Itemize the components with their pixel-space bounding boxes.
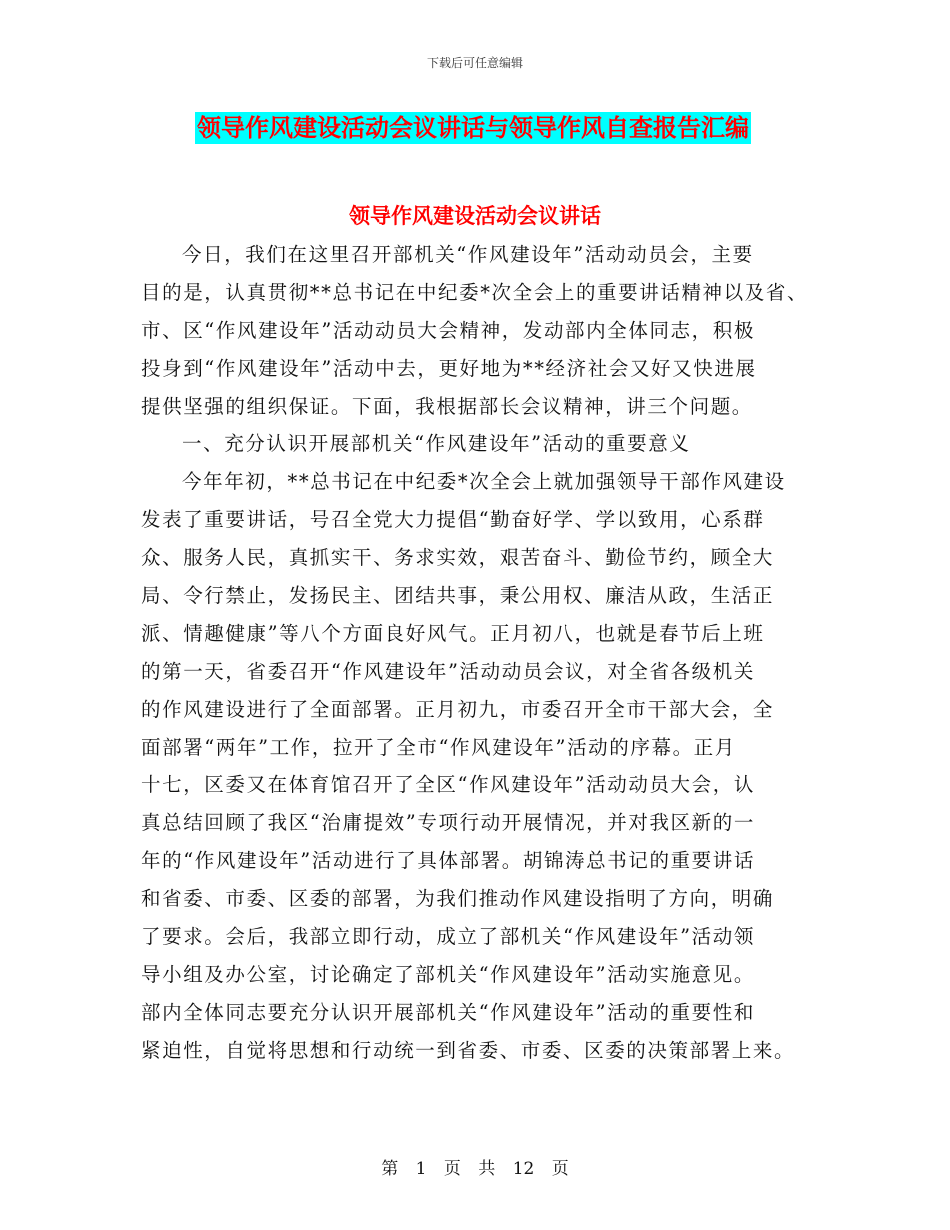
paragraph-line: 市、区“作风建设年”活动动员大会精神，发动部内全体同志，积极 [141, 318, 755, 342]
body-text [141, 236, 821, 1070]
paragraph-line: 的第一天，省委召开“作风建设年”活动动员会议，对全省各级机关 [141, 659, 755, 683]
paragraph-line: 年的“作风建设年”活动进行了具体部署。胡锦涛总书记的重要讲话 [141, 849, 755, 873]
section-title: 领导作风建设活动会议讲话 [349, 203, 601, 228]
page-footer [0, 1154, 950, 1179]
paragraph-line: 今日，我们在这里召开部机关“作风建设年”活动动员会，主要 [182, 243, 754, 266]
paragraph-line: 众、服务人民，真抓实干、务求实效，艰苦奋斗、勤俭节约，顾全大 [141, 546, 775, 570]
footer-total-number: 12 [512, 1159, 535, 1179]
paragraph-line: 局、令行禁止，发扬民主、团结共事，秉公用权、廉洁从政，生活正 [141, 584, 775, 608]
paragraph-line: 紧迫性，自觉将思想和行动统一到省委、市委、区委的决策部署上来。 [141, 1038, 796, 1062]
paragraph-line: 提供坚强的组织保证。下面，我根据部长会议精神，讲三个问题。 [141, 394, 753, 418]
paragraph-line: 派、情趣健康”等八个方面良好风气。正月初八，也就是春节后上班 [141, 621, 765, 645]
paragraph-line: 目的是，认真贯彻**总书记在中纪委*次全会上的重要讲话精神以及省、 [141, 280, 809, 304]
paragraph-line: 投身到“作风建设年”活动中去，更好地为**经济社会又好又快进展 [141, 356, 757, 380]
document-main-title: 领导作风建设活动会议讲话与领导作风自查报告汇编 [197, 113, 749, 142]
paragraph-line: 发表了重要讲话，号召全党大力提倡“勤奋好学、学以致用，心系群 [141, 508, 765, 532]
footer-page-number: 1 [415, 1159, 427, 1179]
paragraph-line: 的作风建设进行了全面部署。正月初九，市委召开全市干部大会，全 [141, 697, 775, 721]
header-note: 下载后可任意编辑 [426, 56, 523, 70]
footer-total-unit: 页 [551, 1159, 569, 1179]
paragraph-line: 面部署“两年”工作，拉开了全市“作风建设年”活动的序幕。正月 [141, 735, 736, 759]
paragraph-line: 了要求。会后，我部立即行动，成立了部机关“作风建设年”活动领 [141, 925, 755, 949]
paragraph-line: 真总结回顾了我区“治庸提效”专项行动开展情况，并对我区新的一 [141, 811, 755, 835]
paragraph-line: 部内全体同志要充分认识开展部机关“作风建设年”活动的重要性和 [141, 1000, 755, 1024]
footer-page-label: 第 [381, 1159, 399, 1179]
footer-total-label: 共 [478, 1159, 496, 1179]
paragraph-line: 十七，区委又在体育馆召开了全区“作风建设年”活动动员大会，认 [141, 773, 755, 797]
section-heading-line: 一、充分认识开展部机关“作风建设年”活动的重要意义 [182, 432, 691, 456]
paragraph-line: 和省委、市委、区委的部署，为我们推动作风建设指明了方向，明确 [141, 887, 775, 911]
paragraph-line: 导小组及办公室，讨论确定了部机关“作风建设年”活动实施意见。 [141, 962, 755, 986]
paragraph-line: 今年年初，**总书记在中纪委*次全会上就加强领导干部作风建设 [182, 470, 786, 494]
footer-page-unit: 页 [443, 1159, 461, 1179]
